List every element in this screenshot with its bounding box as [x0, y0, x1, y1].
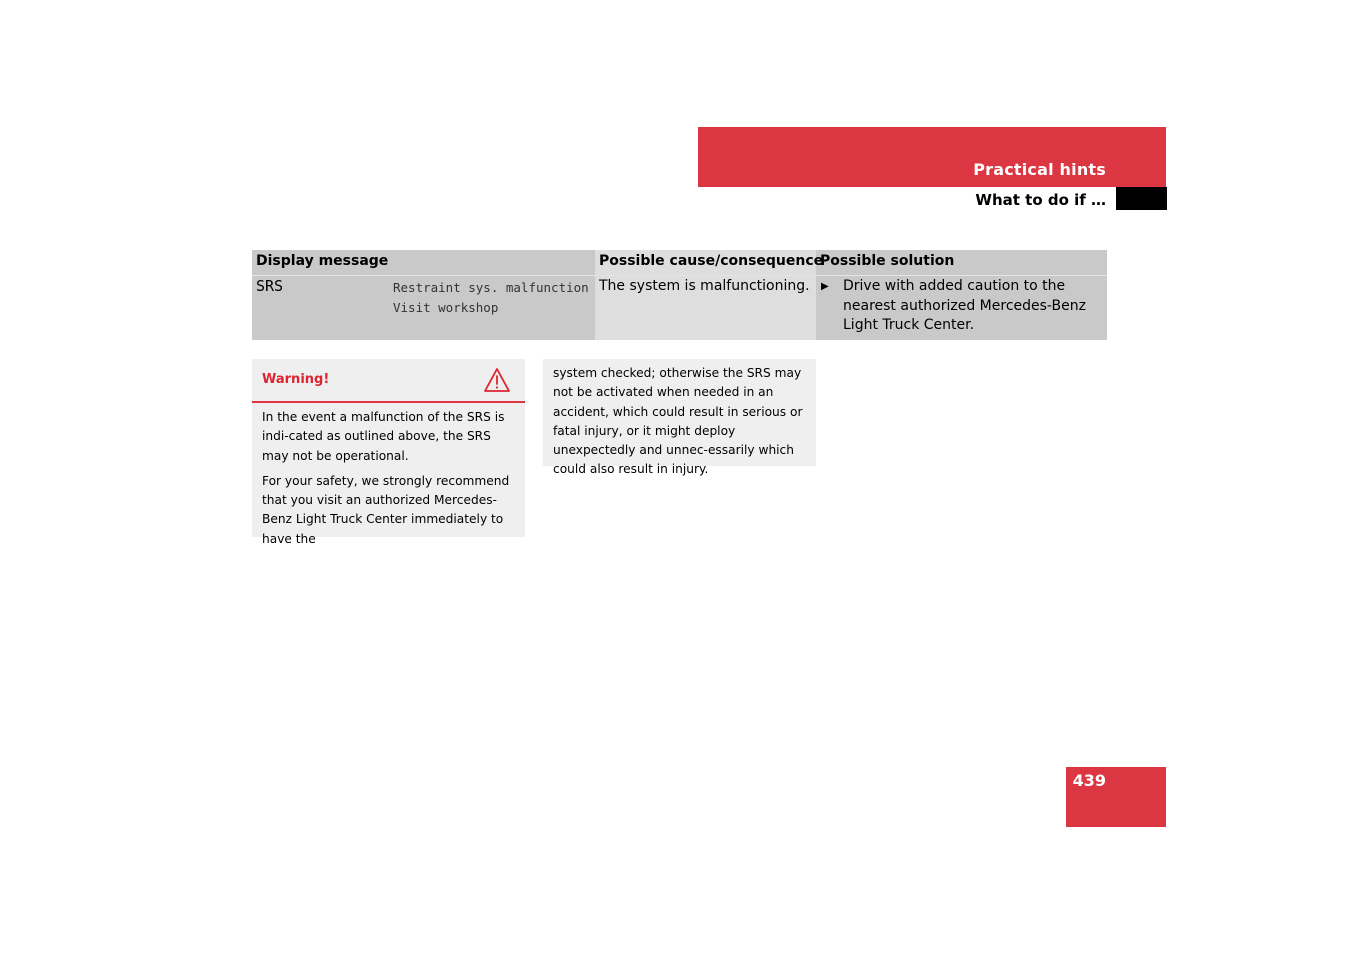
warning-title: Warning! — [262, 372, 330, 387]
warning-paragraph-1: In the event a malfunction of the SRS is indi-cated as outlined above, the SRS may not be operational. — [262, 410, 505, 463]
solution-text: Drive with added caution to the nearest authorized Mercedes-Benz Light Truck Center. — [843, 278, 1086, 333]
cause-text: The system is malfunctioning. — [599, 278, 810, 294]
display-line-2: Visit workshop — [393, 299, 499, 315]
possible-cause-cell — [595, 276, 816, 340]
column-header-possible-solution: Possible solution — [820, 253, 955, 269]
section-title: Practical hints — [973, 160, 1106, 179]
warning-triangle-icon — [483, 367, 511, 393]
table-row — [252, 276, 1107, 340]
display-message-table — [252, 250, 1107, 340]
display-line-1: Restraint sys. malfunction — [393, 280, 589, 295]
display-message-cell — [252, 276, 595, 340]
column-header-display-message: Display message — [256, 253, 389, 269]
warning-paragraph-2: For your safety, we strongly recommend that you visit an authorized Mercedes-Benz Light Truck Center immediately to have the — [262, 473, 510, 546]
warning-box — [252, 359, 525, 546]
table-header-row — [252, 250, 1107, 275]
section-header-band — [698, 127, 1166, 187]
thumb-index-tab — [1116, 187, 1167, 210]
warning-continuation-text: system checked; otherwise the SRS may not be activated when needed in an accident, which could result in serious or fatal injury, or it might deploy unexpectedly and unnec-essarily which could also result in injury. — [553, 366, 803, 477]
bullet-triangle-icon: ▶ — [821, 281, 829, 292]
column-header-possible-cause: Possible cause/consequence — [595, 250, 816, 275]
warning-body — [262, 408, 520, 555]
page-number-box — [1066, 767, 1166, 827]
possible-solution-cell — [816, 276, 1107, 340]
display-label: SRS — [256, 277, 284, 295]
warning-continuation-box — [543, 359, 816, 477]
subsection-title: What to do if … — [975, 191, 1106, 209]
warning-header — [252, 359, 525, 403]
page-number: 439 — [1072, 771, 1106, 790]
display-text-lines — [393, 278, 589, 317]
